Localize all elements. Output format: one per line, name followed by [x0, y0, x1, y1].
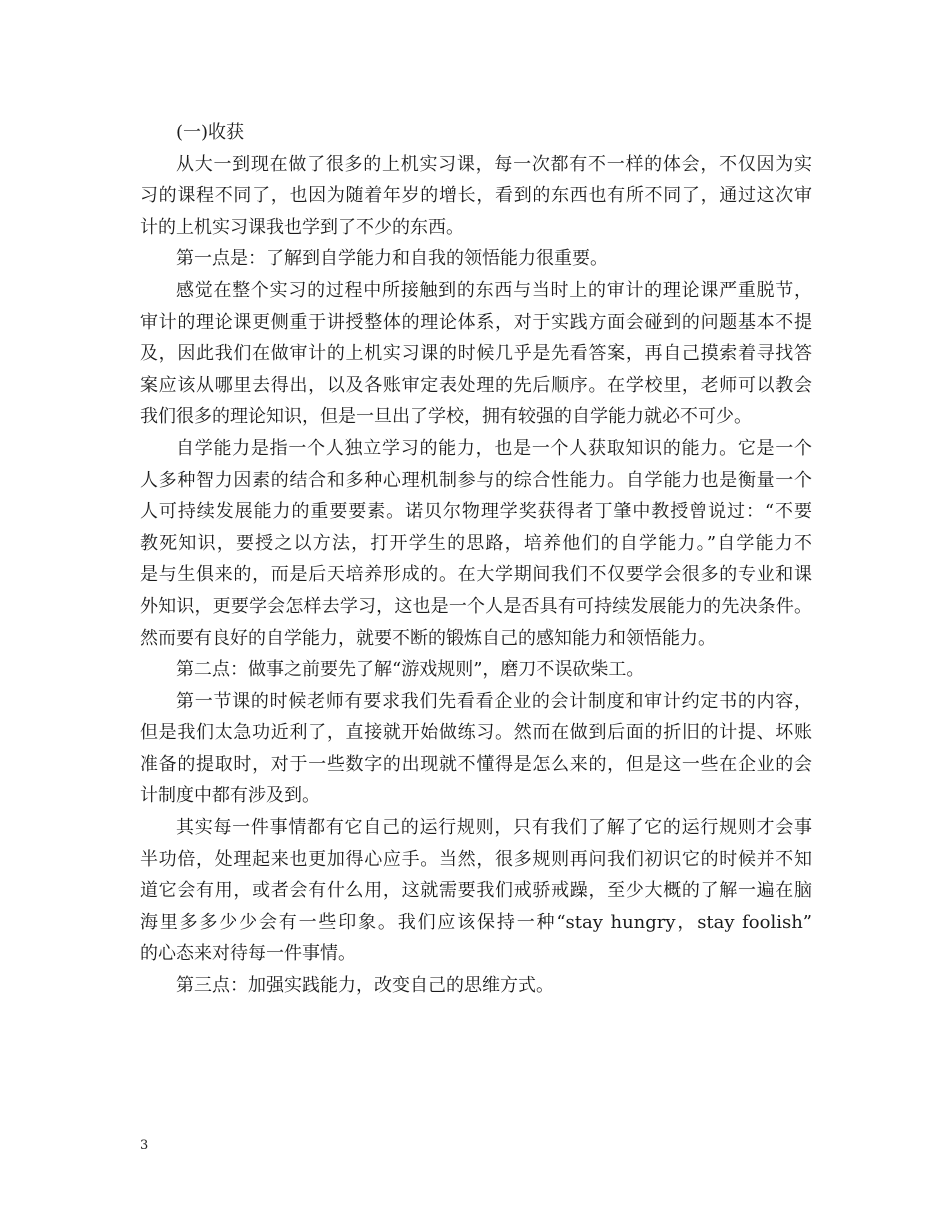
page-number: 3	[140, 1138, 149, 1153]
text-line: 准备的提取时，对于一些数字的出现就不懂得是怎么来的，但是这一些在企业的会	[140, 753, 812, 775]
text-line: 审计的理论课更侧重于讲授整体的理论体系，对于实践方面会碰到的问题基本不提	[140, 311, 812, 333]
text-line: 计制度中都有涉及到。	[140, 785, 320, 807]
document-body	[140, 117, 812, 1002]
text-line: 第二点：做事之前要先了解“游戏规则”，磨刀不误砍柴工。	[176, 659, 645, 681]
text-line: 及，因此我们在做审计的上机实习课的时候几乎是先看答案，再自己摸索着寻找答	[140, 343, 812, 365]
text-line: 然而要有良好的自学能力，就要不断的锻炼自己的感知能力和领悟能力。	[140, 627, 716, 649]
text-line: 自学能力是指一个人独立学习的能力，也是一个人获取知识的能力。它是一个	[176, 437, 812, 459]
text-line: 但是我们太急功近利了，直接就开始做练习。然而在做到后面的折旧的计提、坏账	[140, 722, 812, 744]
text-line: 人多种智力因素的结合和多种心理机制参与的综合性能力。自学能力也是衡量一个	[140, 469, 812, 491]
text-line: (一)收获	[176, 122, 245, 143]
text-line: 计的上机实习课我也学到了不少的东西。	[140, 216, 464, 238]
text-line: 的心态来对待每一件事情。	[140, 943, 356, 965]
text-line: 人可持续发展能力的重要要素。诺贝尔物理学奖获得者丁肇中教授曾说过：“不要	[140, 501, 812, 523]
text-line: 其实每一件事情都有它自己的运行规则，只有我们了解了它的运行规则才会事	[176, 817, 812, 839]
text-line: 外知识，更要学会怎样去学习，这也是一个人是否具有可持续发展能力的先决条件。	[140, 595, 812, 617]
text-line: 第一节课的时候老师有要求我们先看看企业的会计制度和审计约定书的内容，	[176, 690, 812, 712]
text-line: 海里多多少少会有一些印象。我们应该保持一种“stay hungry，stay foolish”	[140, 911, 812, 933]
text-line: 习的课程不同了，也因为随着年岁的增长，看到的东西也有所不同了，通过这次审	[140, 185, 812, 207]
text-line: 是与生俱来的，而是后天培养形成的。在大学期间我们不仅要学会很多的专业和课	[140, 564, 812, 586]
text-line: 教死知识，要授之以方法，打开学生的思路，培养他们的自学能力。”自学能力不	[140, 532, 812, 554]
text-line: 从大一到现在做了很多的上机实习课，每一次都有不一样的体会，不仅因为实	[176, 153, 812, 175]
text-line: 第一点是：了解到自学能力和自我的领悟能力很重要。	[176, 248, 608, 270]
text-line: 感觉在整个实习的过程中所接触到的东西与当时上的审计的理论课严重脱节，	[176, 279, 812, 301]
text-line: 道它会有用，或者会有什么用，这就需要我们戒骄戒躁，至少大概的了解一遍在脑	[140, 880, 812, 902]
text-line: 半功倍，处理起来也更加得心应手。当然，很多规则再问我们初识它的时候并不知	[140, 848, 812, 870]
text-line: 第三点：加强实践能力，改变自己的思维方式。	[176, 975, 554, 997]
text-line: 案应该从哪里去得出，以及各账审定表处理的先后顺序。在学校里，老师可以教会	[140, 374, 812, 396]
text-line: 我们很多的理论知识，但是一旦出了学校，拥有较强的自学能力就必不可少。	[140, 406, 752, 428]
